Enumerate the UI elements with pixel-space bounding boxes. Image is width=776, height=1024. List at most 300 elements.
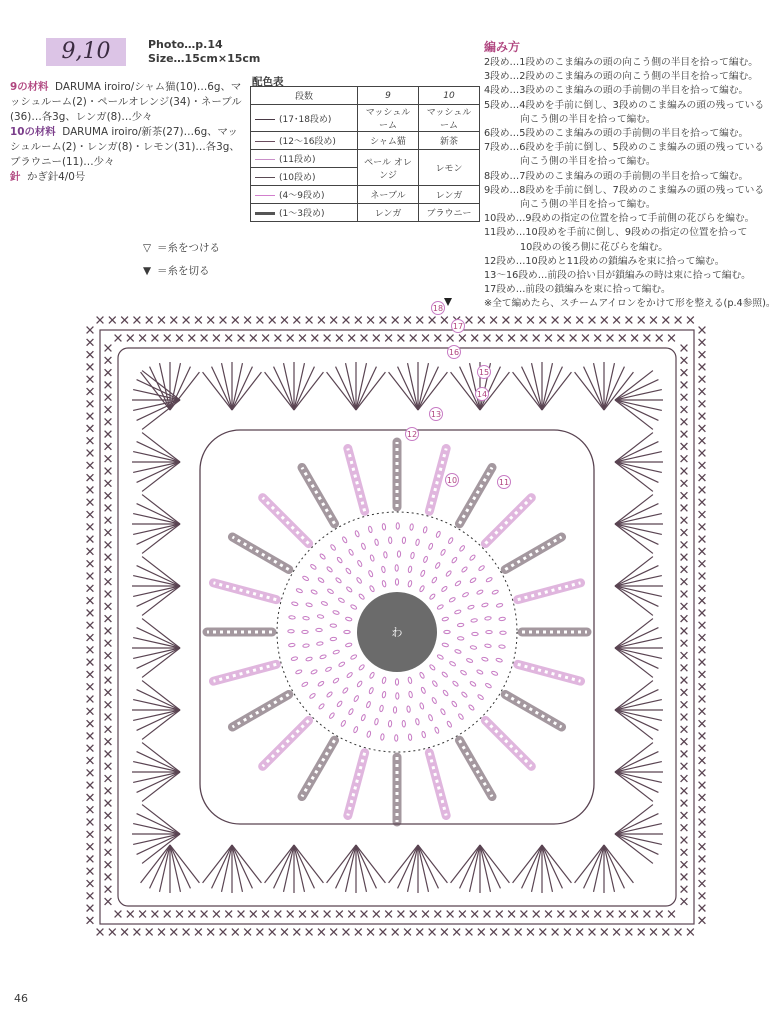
sc-mark xyxy=(484,335,491,342)
yarn-line-swatch xyxy=(255,212,275,215)
sc-mark xyxy=(87,339,94,346)
inner-stitch xyxy=(332,677,339,683)
round-label: 17 xyxy=(452,322,464,331)
sc-mark xyxy=(699,437,706,444)
sc-mark xyxy=(87,388,94,395)
crochet-chart xyxy=(60,290,700,980)
sc-mark xyxy=(681,468,688,475)
sc-mark xyxy=(87,794,94,801)
sc-mark xyxy=(105,787,112,794)
sc-mark xyxy=(699,364,706,371)
sc-mark xyxy=(293,929,300,936)
inner-stitch xyxy=(451,700,457,707)
inner-stitch xyxy=(381,566,385,573)
sc-mark xyxy=(109,317,116,324)
sc-mark xyxy=(232,929,239,936)
inner-stitch xyxy=(461,691,468,698)
sc-mark xyxy=(225,335,232,342)
inner-stitch xyxy=(382,691,386,698)
sc-mark xyxy=(398,911,405,918)
sc-mark xyxy=(496,335,503,342)
sc-mark xyxy=(324,335,331,342)
step-line: 10段めの後ろ側に花びらを編む。 xyxy=(520,241,668,253)
sc-mark xyxy=(699,339,706,346)
sc-mark xyxy=(699,351,706,358)
sc-mark xyxy=(176,335,183,342)
sc-mark xyxy=(699,806,706,813)
inner-stitch xyxy=(428,714,433,721)
inner-stitch xyxy=(356,577,362,584)
sc-mark xyxy=(699,917,706,924)
sc-mark xyxy=(121,317,128,324)
inner-stitch xyxy=(423,526,428,533)
sc-mark xyxy=(225,911,232,918)
sc-mark xyxy=(257,317,264,324)
sc-mark xyxy=(87,548,94,555)
sc-mark xyxy=(134,929,141,936)
sc-mark xyxy=(87,610,94,617)
sc-mark xyxy=(105,800,112,807)
sc-mark xyxy=(527,929,534,936)
inner-stitch xyxy=(461,566,468,573)
sc-mark xyxy=(681,898,688,905)
sc-mark xyxy=(404,317,411,324)
inner-stitch xyxy=(330,624,337,628)
inner-stitch xyxy=(336,557,342,564)
inner-stitch xyxy=(423,556,428,563)
header-9: 9 xyxy=(358,87,419,105)
inner-stitch xyxy=(466,658,473,663)
sc-mark xyxy=(207,929,214,936)
sc-mark xyxy=(121,929,128,936)
sc-mark xyxy=(564,929,571,936)
inner-stitch xyxy=(330,544,336,551)
sc-mark xyxy=(105,431,112,438)
sc-mark xyxy=(336,335,343,342)
sc-mark xyxy=(87,499,94,506)
sc-mark xyxy=(105,517,112,524)
sc-mark xyxy=(87,757,94,764)
sc-mark xyxy=(269,317,276,324)
sc-mark xyxy=(699,671,706,678)
inner-stitch xyxy=(361,714,366,721)
sc-mark xyxy=(201,335,208,342)
sc-mark xyxy=(105,369,112,376)
sc-mark xyxy=(87,856,94,863)
sc-mark xyxy=(626,929,633,936)
sc-mark xyxy=(220,929,227,936)
inner-stitch xyxy=(462,592,469,598)
sc-mark xyxy=(398,335,405,342)
sc-mark xyxy=(275,911,282,918)
inner-stitch xyxy=(469,681,476,687)
sc-mark xyxy=(293,317,300,324)
row-color-9: シャム猫 xyxy=(358,132,419,150)
inner-stitch xyxy=(395,679,398,685)
row-range xyxy=(251,132,358,150)
sc-mark xyxy=(373,911,380,918)
sc-mark xyxy=(87,917,94,924)
sc-mark xyxy=(105,677,112,684)
sc-mark xyxy=(699,720,706,727)
sc-mark xyxy=(343,929,350,936)
inner-stitch xyxy=(481,602,488,607)
sc-mark xyxy=(87,474,94,481)
sc-mark xyxy=(105,505,112,512)
inner-stitch xyxy=(382,580,387,587)
sc-mark xyxy=(662,317,669,324)
sc-mark xyxy=(681,664,688,671)
sc-mark xyxy=(306,929,313,936)
sc-mark xyxy=(244,929,251,936)
inner-stitch xyxy=(397,551,400,557)
sc-mark xyxy=(361,335,368,342)
sc-mark xyxy=(87,462,94,469)
inner-stitch xyxy=(457,623,464,627)
inner-stitch xyxy=(395,735,398,741)
sc-mark xyxy=(87,659,94,666)
inner-stitch xyxy=(320,654,327,659)
sc-mark xyxy=(699,610,706,617)
sc-mark xyxy=(87,683,94,690)
sc-mark xyxy=(87,720,94,727)
inner-stitch xyxy=(303,616,310,620)
sc-mark xyxy=(681,345,688,352)
sc-mark xyxy=(681,529,688,536)
inner-stitch xyxy=(407,706,411,713)
sc-mark xyxy=(681,812,688,819)
sc-mark xyxy=(87,831,94,838)
sc-mark xyxy=(699,794,706,801)
inner-stitch xyxy=(302,630,308,633)
inner-stitch xyxy=(289,615,296,619)
sc-mark xyxy=(275,335,282,342)
inner-stitch xyxy=(408,691,412,698)
sc-mark xyxy=(139,335,146,342)
sc-mark xyxy=(105,714,112,721)
row-color-9: ネーブル xyxy=(358,186,419,204)
inner-stitch xyxy=(499,645,506,649)
sc-mark xyxy=(170,317,177,324)
sc-mark xyxy=(87,573,94,580)
sc-mark xyxy=(348,911,355,918)
attach-yarn-icon: ▽ xyxy=(143,242,152,254)
sc-mark xyxy=(87,487,94,494)
sc-mark xyxy=(699,905,706,912)
sc-mark xyxy=(164,911,171,918)
inner-stitch xyxy=(410,524,414,531)
sc-mark xyxy=(373,335,380,342)
color-table-title: 配色表 xyxy=(252,76,284,88)
sc-mark xyxy=(607,911,614,918)
inner-stitch xyxy=(486,577,493,583)
sc-mark xyxy=(699,733,706,740)
materials-section xyxy=(10,80,248,185)
sc-mark xyxy=(699,696,706,703)
sc-mark xyxy=(576,929,583,936)
inner-stitch xyxy=(310,564,317,570)
step-line: 13〜16段め…前段の拾い目が鎖編みの時は束に拾って編む。 xyxy=(484,270,751,282)
inner-stitch xyxy=(437,654,444,660)
sc-mark xyxy=(343,317,350,324)
sc-mark xyxy=(539,317,546,324)
inner-stitch xyxy=(469,554,476,561)
inner-stitch xyxy=(346,672,353,679)
sc-mark xyxy=(699,856,706,863)
sc-mark xyxy=(681,677,688,684)
inner-stitch xyxy=(350,604,357,610)
inner-stitch xyxy=(317,681,324,687)
inner-stitch xyxy=(431,697,437,704)
sc-mark xyxy=(434,911,441,918)
sc-mark xyxy=(330,929,337,936)
inner-stitch xyxy=(460,670,467,676)
cut-marker xyxy=(444,298,452,306)
sc-mark xyxy=(699,622,706,629)
inner-stitch xyxy=(358,593,365,600)
inner-stitch xyxy=(333,650,340,655)
inner-stitch xyxy=(470,645,477,649)
step-line: 向こう側の半目を拾って編む。 xyxy=(520,113,656,125)
inner-stitch xyxy=(500,631,506,634)
sc-mark xyxy=(539,929,546,936)
sc-mark xyxy=(631,335,638,342)
sc-mark xyxy=(105,554,112,561)
sc-mark xyxy=(385,911,392,918)
sc-mark xyxy=(699,425,706,432)
sc-mark xyxy=(699,511,706,518)
inner-stitch xyxy=(370,555,375,562)
step-line: 7段め…6段めを手前に倒し、5段めのこま編みの頭の残っている xyxy=(484,142,765,154)
row-range xyxy=(251,204,358,222)
inner-stitch xyxy=(454,609,461,614)
inner-stitch xyxy=(408,677,413,684)
materials-9-text: DARUMA iroiro/シャム猫(10)…6g、マッシュルーム(2)・ペールオレンジ(34)・ネーブル(36)…各3g、レンガ(8)…少々 xyxy=(10,81,242,123)
sc-mark xyxy=(115,335,122,342)
inner-stitch xyxy=(330,637,337,641)
inner-stitch xyxy=(311,669,318,675)
sc-mark xyxy=(188,335,195,342)
sc-mark xyxy=(699,892,706,899)
inner-stitch xyxy=(402,720,406,727)
sc-mark xyxy=(87,634,94,641)
sc-mark xyxy=(269,929,276,936)
sc-mark xyxy=(478,929,485,936)
sc-mark xyxy=(699,843,706,850)
sc-mark xyxy=(699,634,706,641)
sc-mark xyxy=(105,751,112,758)
sc-mark xyxy=(699,327,706,334)
step-line: 向こう側の半目を拾って編む。 xyxy=(520,156,656,168)
inner-stitch xyxy=(496,603,503,608)
materials-10-label: 10の材料 xyxy=(10,126,56,138)
legend-cut xyxy=(143,263,210,278)
sc-mark xyxy=(87,351,94,358)
sc-mark xyxy=(699,474,706,481)
row-color-9: レンガ xyxy=(358,204,419,222)
inner-stitch xyxy=(350,654,357,660)
sc-mark xyxy=(656,911,663,918)
sc-mark xyxy=(441,929,448,936)
sc-mark xyxy=(105,566,112,573)
inner-stitch xyxy=(361,543,366,550)
sc-mark xyxy=(105,603,112,610)
inner-stitch xyxy=(432,680,438,687)
inner-stitch xyxy=(429,593,436,600)
sc-mark xyxy=(699,523,706,530)
inner-stitch xyxy=(440,549,446,556)
sc-mark xyxy=(687,317,694,324)
step-line: 向こう側の半目を拾って編む。 xyxy=(520,199,656,211)
sc-mark xyxy=(105,775,112,782)
sc-mark xyxy=(105,763,112,770)
sc-mark xyxy=(650,929,657,936)
inner-stitch xyxy=(440,708,446,715)
sc-mark xyxy=(576,317,583,324)
sc-mark xyxy=(355,317,362,324)
sc-mark xyxy=(681,554,688,561)
sc-mark xyxy=(213,335,220,342)
sc-mark xyxy=(613,317,620,324)
step-line: 17段め…前段の鎖編みを束に拾って編む。 xyxy=(484,284,671,296)
inner-stitch xyxy=(485,683,492,689)
sc-mark xyxy=(105,824,112,831)
sc-mark xyxy=(699,782,706,789)
sc-mark xyxy=(619,911,626,918)
row-range-text: (12〜16段め) xyxy=(279,137,336,147)
sc-mark xyxy=(87,769,94,776)
sc-mark xyxy=(105,726,112,733)
sc-mark xyxy=(699,450,706,457)
sc-mark xyxy=(471,335,478,342)
sc-mark xyxy=(644,911,651,918)
sc-mark xyxy=(324,911,331,918)
sc-mark xyxy=(306,317,313,324)
sc-mark xyxy=(429,929,436,936)
photo-ref: Photo…p.14 xyxy=(148,38,223,51)
color-table-row xyxy=(251,186,480,204)
sc-mark xyxy=(105,849,112,856)
sc-mark xyxy=(87,646,94,653)
sc-mark xyxy=(699,573,706,580)
step-line: ※全て編めたら、スチームアイロンをかけて形を整える(p.4参照)。 xyxy=(484,298,776,310)
sc-mark xyxy=(207,317,214,324)
inner-stitch xyxy=(393,707,396,713)
step-line: 6段め…5段めのこま編みの頭の手前側の半目を拾って編む。 xyxy=(484,128,749,140)
sc-mark xyxy=(139,911,146,918)
yarn-line-swatch xyxy=(255,195,275,196)
inner-stitch xyxy=(336,700,342,707)
inner-stitch xyxy=(451,557,457,564)
inner-stitch xyxy=(421,687,427,694)
inner-stitch xyxy=(369,585,375,592)
header-10: 10 xyxy=(419,87,480,105)
round-label: 16 xyxy=(448,348,460,357)
legend-attach-text: ＝糸をつける xyxy=(157,242,220,254)
sc-mark xyxy=(105,529,112,536)
sc-mark xyxy=(287,911,294,918)
sc-mark xyxy=(699,659,706,666)
inner-stitch xyxy=(458,713,464,720)
sc-mark xyxy=(699,388,706,395)
inner-stitch xyxy=(366,731,371,738)
inner-stitch xyxy=(415,539,420,546)
sc-mark xyxy=(447,335,454,342)
inner-stitch xyxy=(382,677,387,684)
inner-stitch xyxy=(468,704,475,711)
step-line: 2段め…1段めのこま編みの頭の向こう側の半目を拾って編む。 xyxy=(484,57,758,68)
row-color-10: レモン xyxy=(419,150,480,186)
sc-mark xyxy=(582,335,589,342)
inner-stitch xyxy=(446,721,452,728)
row-color-9: マッシュルーム xyxy=(358,105,419,132)
sc-mark xyxy=(87,400,94,407)
sc-mark xyxy=(429,317,436,324)
sc-mark xyxy=(311,335,318,342)
sc-mark xyxy=(105,406,112,413)
inner-stitch xyxy=(333,610,340,615)
page-number: 46 xyxy=(14,992,28,1005)
inner-stitch xyxy=(311,589,318,595)
inner-stitch xyxy=(340,720,346,727)
inner-stitch xyxy=(435,562,441,569)
sc-mark xyxy=(238,335,245,342)
sc-mark xyxy=(87,782,94,789)
inner-stitch xyxy=(356,680,362,687)
sc-mark xyxy=(471,911,478,918)
sc-mark xyxy=(681,369,688,376)
sc-mark xyxy=(552,929,559,936)
inner-stitch xyxy=(485,616,492,620)
sc-mark xyxy=(638,317,645,324)
sc-mark xyxy=(699,683,706,690)
sc-mark xyxy=(490,929,497,936)
inner-stitch xyxy=(318,703,325,710)
sc-mark xyxy=(87,523,94,530)
inner-stitch xyxy=(368,526,373,533)
inner-stitch xyxy=(358,664,365,671)
sc-mark xyxy=(515,317,522,324)
sc-mark xyxy=(601,317,608,324)
sc-mark xyxy=(105,628,112,635)
sc-mark xyxy=(681,800,688,807)
sc-mark xyxy=(404,929,411,936)
sc-mark xyxy=(281,929,288,936)
sc-mark xyxy=(105,394,112,401)
step-line: 3段め…2段めのこま編みの頭の向こう側の半目を拾って編む。 xyxy=(484,71,758,83)
sc-mark xyxy=(87,437,94,444)
sc-mark xyxy=(152,911,159,918)
sc-mark xyxy=(508,335,515,342)
sc-mark xyxy=(681,726,688,733)
sc-mark xyxy=(521,335,528,342)
sc-mark xyxy=(105,492,112,499)
inner-stitch xyxy=(420,570,426,577)
sc-mark xyxy=(681,505,688,512)
sc-mark xyxy=(681,738,688,745)
sc-mark xyxy=(105,468,112,475)
sc-mark xyxy=(681,418,688,425)
sc-mark xyxy=(631,911,638,918)
materials-9 xyxy=(10,80,248,125)
step-line: 8段め…7段めのこま編みの頭の手前側の半目を拾って編む。 xyxy=(484,170,749,182)
sc-mark xyxy=(105,541,112,548)
round-label: 13 xyxy=(430,410,442,419)
needle-label: 針 xyxy=(10,171,21,183)
sc-mark xyxy=(589,929,596,936)
inner-stitch xyxy=(379,705,383,712)
sc-mark xyxy=(699,536,706,543)
